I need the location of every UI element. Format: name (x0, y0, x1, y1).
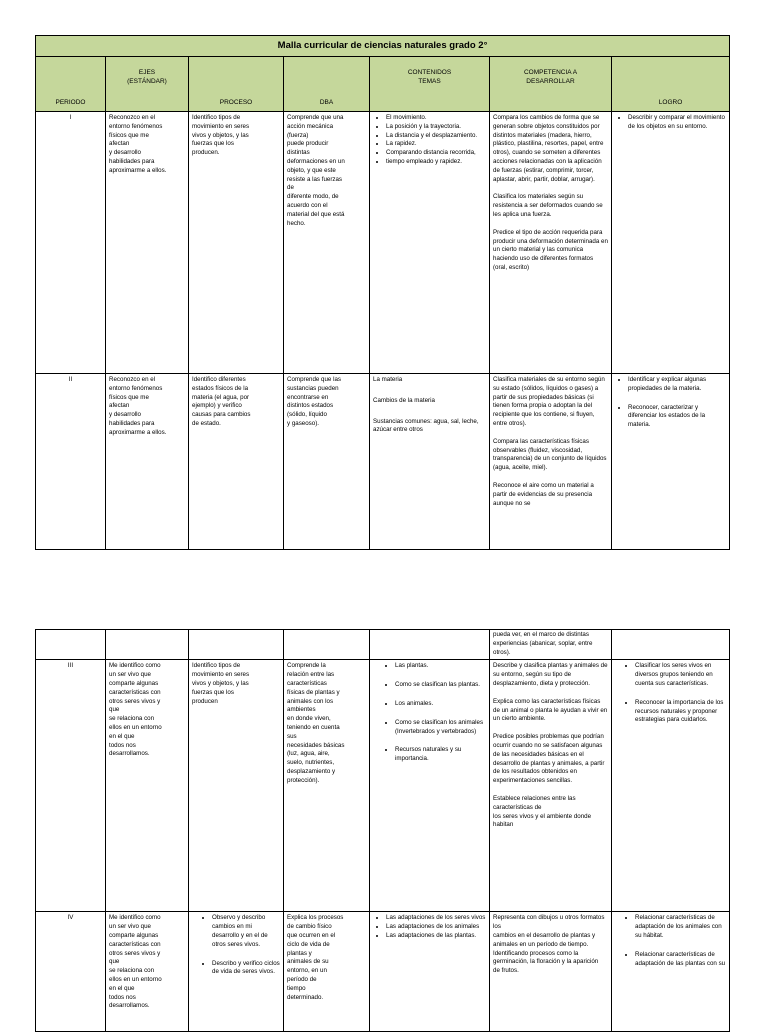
list-item: • La rapidez. (386, 140, 486, 149)
ejes-cell (106, 630, 189, 660)
table-row (36, 912, 730, 1032)
ejes-cell: Me identifico como un ser vivo que comparte algunas características con otros seres vivos y que se relaciona con ellos en un entorno en el que todos nos desarrollamos. (106, 660, 189, 912)
header-ejes: EJES (ESTÁNDAR) (106, 57, 189, 112)
dba-cell (284, 630, 370, 660)
ejes-cell: Reconozco en el entorno fenómenos físicos que me afectan y desarrollo habilidades para aproximarme a ellos. (106, 112, 189, 374)
page-title: Malla curricular de ciencias naturales grado 2° (36, 36, 730, 57)
competencia-cell (490, 660, 612, 912)
contenidos-cell (370, 660, 490, 912)
list-item: • Reconocer, caracterizar y diferenciar los estados de la materia. (628, 404, 726, 430)
competencia-paragraph: Predice posibles problemas que podrían ocurrir cuando no se satisfacen algunas de las necesidades básicas en el desarrollo de plantas y animales, a partir de los resultados obtenidos en experimentaciones sencillas. (493, 733, 605, 785)
header-dba: DBA (284, 57, 370, 112)
competencia-paragraph: Clasifica los materiales según su resistencia a ser deformados cuando se les aplica una fuerza. (493, 193, 603, 218)
list-item: • Identificar y explicar algunas propiedades de la materia. (628, 376, 726, 394)
curriculum-table-page-2 (35, 629, 730, 1032)
header-periodo: PERIODO (36, 57, 106, 112)
competencia-paragraph: Compara las características físicas observables (fluidez, viscosidad, transparencia) de un conjunto de líquidos (agua, aceite, miel). (493, 437, 607, 472)
dba-cell: Comprende la relación entre las características físicas de plantas y animales con los ambientes en donde viven, teniendo en cuenta sus necesidades básicas (luz, agua, aire, suelo, nutrientes, desplazamiento y protección). (284, 660, 370, 912)
logro-cell (612, 374, 730, 550)
table-row (36, 630, 730, 660)
list-item: • Las adaptaciones de las plantas. (386, 932, 486, 941)
competencia-paragraph: Explica como las características físicas de un animal o planta le ayudan a vivir en un cierto ambiente. (493, 697, 608, 723)
competencia-cell (490, 374, 612, 550)
proceso-cell: Identifico diferentes estados físicos de la materia (el agua, por ejemplo) y verifico causas para cambios de estado. (189, 374, 284, 550)
periodo-cell: IV (36, 912, 106, 1032)
header-contenidos: CONTENIDOS TEMAS (370, 57, 490, 112)
list-item: • Las adaptaciones de los animales (386, 923, 486, 932)
curriculum-table-page-1 (35, 35, 730, 550)
table-row (36, 374, 730, 550)
list-item: • Comparando distancia recorrida, (386, 149, 486, 158)
dba-cell: Comprende que una acción mecánica (fuerza) puede producir distintas deformaciones en un objeto, y que este resiste a las fuerzas de diferente modo, de acuerdo con el material del que está hecho. (284, 112, 370, 374)
dba-cell: Explica los procesos de cambio físico que ocurren en el ciclo de vida de plantas y animales de su entorno, en un período de tiempo determinado. (284, 912, 370, 1032)
table-row (36, 112, 730, 374)
list-item: • Como se clasifican los animales (Invertebrados y vertebrados) (395, 719, 486, 737)
header-logro: LOGRO (612, 57, 730, 112)
list-item: • Relacionar características de adaptación de las plantas con su (635, 951, 726, 969)
periodo-cell: I (36, 112, 106, 374)
logro-cell (612, 912, 730, 1032)
contenidos-cell (370, 912, 490, 1032)
dba-cell: Comprende que las sustancias pueden encontrarse en distintos estados (sólido, líquido y gaseoso). (284, 374, 370, 550)
list-item: • Las adaptaciones de los seres vivos (386, 914, 486, 923)
competencia-paragraph: Describe y clasifica plantas y animales de su entorno, según su tipo de desplazamiento, dieta y protección. (493, 662, 608, 687)
list-item: • Reconocer la importancia de los recursos naturales y proponer estrategias para cuidarlos. (635, 699, 726, 725)
list-item: • La distancia y el desplazamiento. (386, 132, 486, 141)
periodo-cell: III (36, 660, 106, 912)
logro-cell (612, 112, 730, 374)
table-row (36, 660, 730, 912)
list-item: • Como se clasifican las plantas. (395, 681, 486, 690)
header-competencia: COMPETENCIA A DESARROLLAR (490, 57, 612, 112)
competencia-cell (490, 112, 612, 374)
list-item: • tiempo empleado y rapidez. (386, 158, 486, 167)
competencia-paragraph: Compara los cambios de forma que se generan sobre objetos constituidos por distintos materiales (madera, hierro, plástico, plastilina, resortes, papel, entre otros), cuando se someten a diferentes acciones relacionadas con la aplicación de fuerzas (estirar, comprimir, torcer, aplastar, abrir, partir, doblar, arrugar). (493, 114, 604, 183)
proceso-cell (189, 912, 284, 1032)
table-header-row (36, 57, 730, 112)
list-item: • El movimiento. (386, 114, 486, 123)
proceso-cell: Identifico tipos de movimiento en seres vivos y objetos, y las fuerzas que los producen. (189, 112, 284, 374)
competencia-paragraph: Reconoce el aire como un material a partir de evidencias de su presencia aunque no se (493, 481, 594, 507)
list-item: • Recursos naturales y su importancia. (395, 746, 486, 764)
contenido-text: Cambios de la materia (373, 396, 435, 404)
list-item: • La posición y la trayectoria. (386, 123, 486, 132)
competencia-paragraph: Establece relaciones entre las características de los seres vivos y el ambiente donde habitan (493, 794, 592, 829)
list-item: • Describo y verifico ciclos de vida de seres vivos. (212, 960, 280, 978)
header-proceso: PROCESO (189, 57, 284, 112)
list-item: • Relacionar características de adaptación de los animales con su hábitat. (635, 914, 726, 940)
list-item: • Observo y describo cambios en mi desarrollo y en el de otros seres vivos. (212, 914, 280, 949)
contenido-text: La materia (373, 376, 403, 383)
list-item: • Los animales. (395, 700, 486, 709)
periodo-cell (36, 630, 106, 660)
ejes-cell: Reconozco en el entorno fenómenos físicos que me afectan y desarrollo habilidades para aproximarme a ellos. (106, 374, 189, 550)
contenidos-cell (370, 374, 490, 550)
competencia-paragraph: Predice el tipo de acción requerida para producir una deformación determinada en un cierto material y las comunica haciendo uso de diferentes formatos (oral, escrito) (493, 228, 608, 271)
list-item: • Las plantas. (395, 662, 486, 671)
competencia-cell (490, 912, 612, 1032)
proceso-cell (189, 630, 284, 660)
logro-cell (612, 630, 730, 660)
logro-cell (612, 660, 730, 912)
list-item: • Clasificar los seres vivos en diversos grupos teniendo en cuenta sus características. (635, 662, 726, 688)
competencia-paragraph: Representa con dibujos u otros formatos los cambios en el desarrollo de plantas y animales en un período de tiempo. Identificando procesos como la germinación, la floración y la aparición de frutos. (493, 914, 605, 975)
list-item: • Describir y comparar el movimiento de los objetos en su entorno. (628, 114, 726, 132)
contenido-text: Sustancias comunes: agua, sal, leche, azúcar entre otros (373, 417, 479, 434)
contenidos-cell (370, 630, 490, 660)
competencia-paragraph: Clasifica materiales de su entorno según su estado (sólidos, líquidos o gases) a partir de sus propiedades básicas (si tienen forma propia o adoptan la del recipiente que los contiene, si fluyen, entre otros). (493, 376, 605, 427)
contenidos-cell (370, 112, 490, 374)
periodo-cell: II (36, 374, 106, 550)
ejes-cell: Me identifico como un ser vivo que comparte algunas características con otros seres vivos y que se relaciona con ellos en un entorno en el que todos nos desarrollamos. (106, 912, 189, 1032)
proceso-cell: Identifico tipos de movimiento en seres vivos y objetos, y las fuerzas que los producen (189, 660, 284, 912)
competencia-cell: pueda ver, en el marco de distintas experiencias (abanicar, soplar, entre otros). (490, 630, 612, 660)
